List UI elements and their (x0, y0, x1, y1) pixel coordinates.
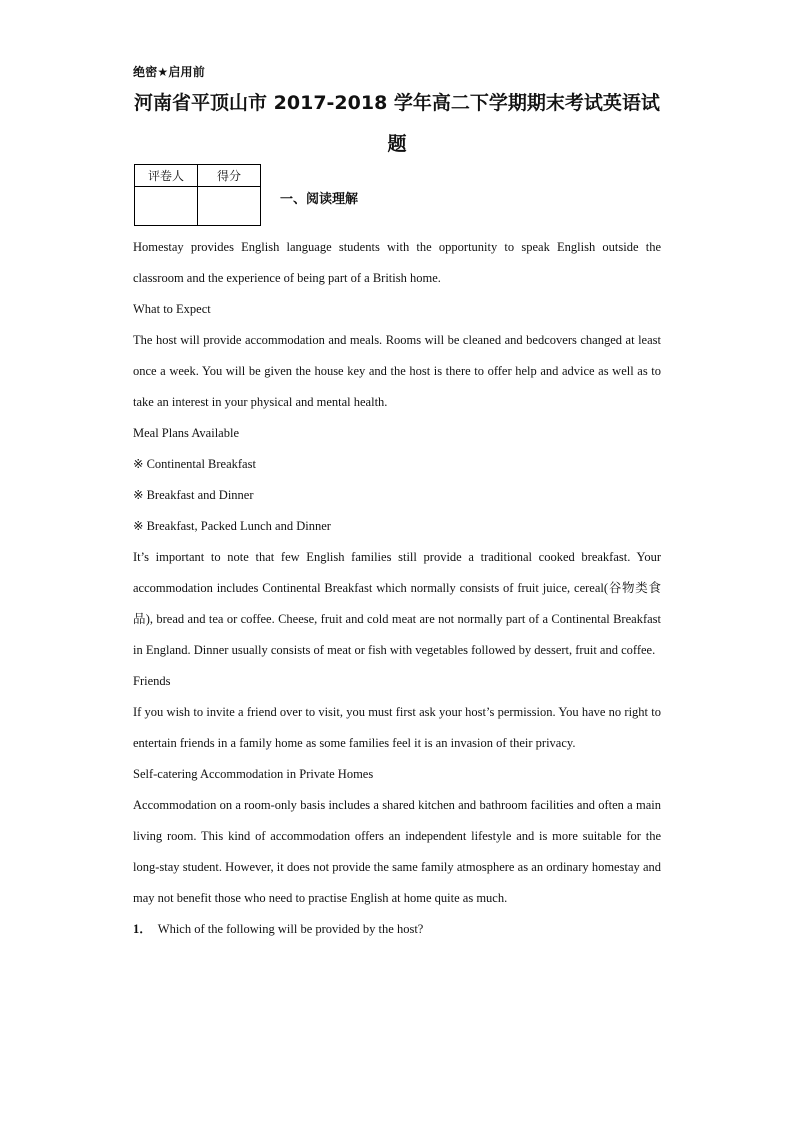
grader-column-header: 评卷人 (135, 165, 198, 187)
score-column-header: 得分 (198, 165, 261, 187)
meal-plan-item: ※ Breakfast, Packed Lunch and Dinner (133, 519, 331, 533)
passage-subheading: Meal Plans Available (133, 426, 239, 440)
score-table (134, 164, 261, 226)
question-number: 1． (133, 922, 152, 936)
passage-subheading: Friends (133, 674, 171, 688)
confidential-label: 绝密★启用前 (133, 65, 205, 79)
passage-paragraph: It’s important to note that few English families still provide a traditional cooked breakfast. Your accommodation includes Continental Breakfast which normally consists of fruit juice, cereal(谷物类食品), bread and tea or coffee. Cheese, fruit and cold meat are not normally part of a Continental Breakfast in England. Dinner usually consists of meat or fish with vegetables followed by dessert, fruit and coffee. (133, 550, 661, 657)
passage-paragraph: If you wish to invite a friend over to visit, you must first ask your host’s permission. You have no right to entertain friends in a family home as some families feel it is an invasion of their privacy. (133, 705, 661, 750)
passage-subheading: Self-catering Accommodation in Private Homes (133, 767, 374, 781)
passage-paragraph: The host will provide accommodation and meals. Rooms will be cleaned and bedcovers changed at least once a week. You will be given the house key and the host is there to offer help and advice as well as to take an interest in your physical and mental health. (133, 333, 661, 409)
meal-plan-item: ※ Continental Breakfast (133, 457, 256, 471)
meal-plan-item: ※ Breakfast and Dinner (133, 488, 254, 502)
question-item (133, 914, 661, 945)
score-cell (198, 187, 261, 226)
reading-passage (133, 232, 661, 945)
passage-paragraph: Accommodation on a room-only basis includes a shared kitchen and bathroom facilities and often a main living room. This kind of accommodation offers an independent lifestyle and is more suitable for the long-stay student. However, it does not provide the same family atmosphere as an ordinary homestay and may not benefit those who need to practise English at home quite as much. (133, 798, 661, 905)
question-text: Which of the following will be provided by the host? (157, 922, 424, 936)
exam-title: 河南省平顶山市 2017-2018 学年高二下学期期末考试英语试 (134, 92, 660, 114)
passage-paragraph: Homestay provides English language students with the opportunity to speak English outside the classroom and the experience of being part of a British home. (133, 240, 661, 285)
section-heading: 一、阅读理解 (280, 192, 359, 207)
passage-subheading: What to Expect (133, 302, 211, 316)
grader-cell (135, 187, 198, 226)
exam-title-continued: 题 (387, 133, 407, 155)
